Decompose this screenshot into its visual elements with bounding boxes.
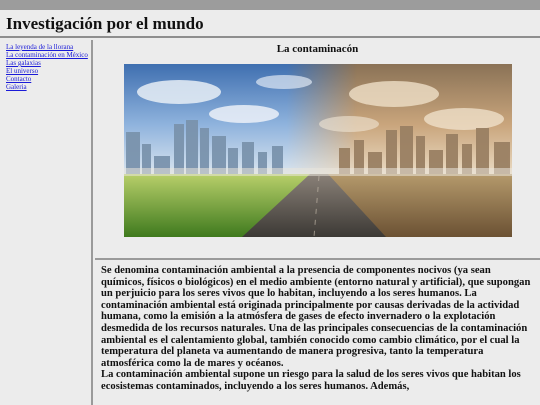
site-title: Investigación por el mundo (6, 14, 204, 33)
main-text-section (95, 262, 540, 405)
section-title: La contaminacón (276, 43, 359, 55)
sidebar-link-universo[interactable]: El universo (6, 67, 39, 75)
article-paragraph-2: La contaminación ambiental supone un riesgo para la salud de los seres vivos que habitan los ecosistemas contaminados, incluyendo a los seres humanos. Además, (101, 369, 521, 392)
sidebar-link-list (6, 43, 92, 91)
main-image-section (95, 40, 540, 260)
sidebar-link-leyenda[interactable]: La leyenda de la llorana (6, 43, 74, 51)
article-paragraph-1: Se denomina contaminación ambiental a la presencia de componentes nocivos (ya sean químicos, físicos o biológicos) en el medio ambiente (entorno natural y artificial), que supongan un perjuicio para los seres vivos que lo habitan, incluyendo a los seres humanos. La contaminación ambiental está originada principalmente por causas derivadas de la actividad humana, como la emisión a la atmósfera de gases de efecto invernadero o la explotación desmedida de los recursos naturales. Una de las principales consecuencias de la contaminación ambiental es el calentamiento global, también conocido como cambio climático, por el cual la temperatura del planeta va aumentando de manera progresiva, tanto la temperatura atmosférica como la de mares y océanos. (101, 265, 531, 369)
top-bar (0, 0, 540, 10)
article-paragraph (101, 265, 534, 393)
sidebar-link-galaxias[interactable]: Las galaxias (6, 59, 41, 67)
sidebar-link-contaminacion[interactable]: La contaminación en México (6, 51, 88, 59)
page-header (0, 10, 540, 38)
sidebar-link-galeria[interactable]: Galeria (6, 83, 27, 91)
sidebar-nav (0, 40, 93, 405)
sidebar-link-contacto[interactable]: Contacto (6, 75, 32, 83)
pollution-photo (124, 64, 512, 237)
